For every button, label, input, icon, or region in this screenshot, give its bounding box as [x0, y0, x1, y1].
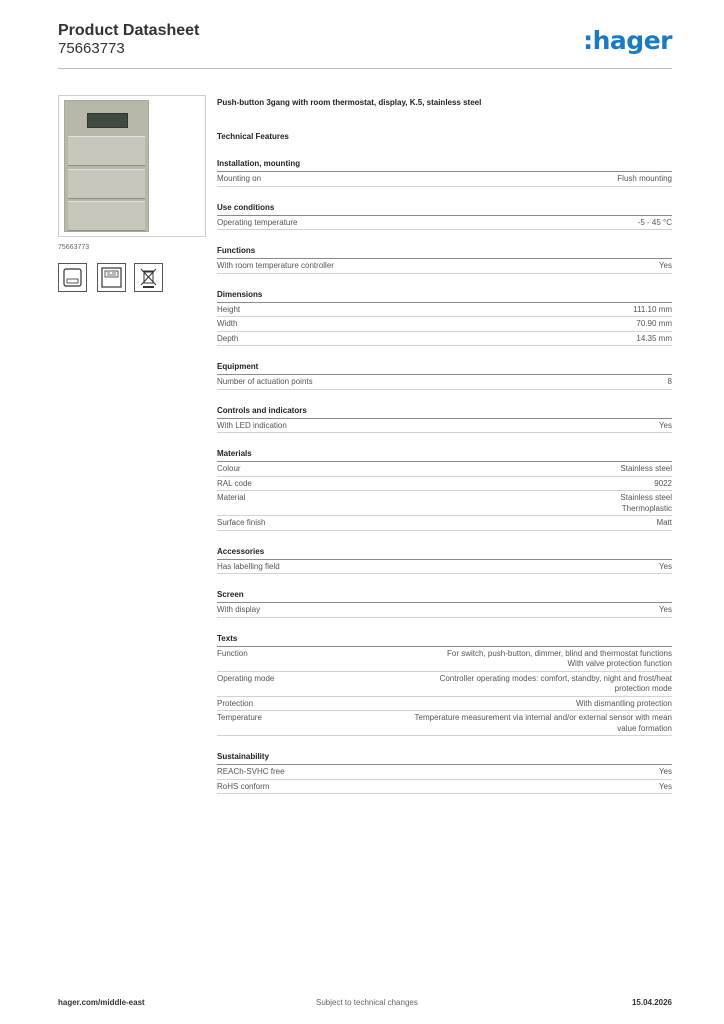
spec-row — [217, 419, 672, 434]
spec-value: 14.35 mm — [636, 333, 672, 343]
spec-value: Yes — [658, 420, 672, 430]
spec-value: Matt — [656, 518, 672, 527]
product-image — [58, 95, 206, 237]
spec-label: Mounting on — [217, 174, 262, 183]
footer-date: 15.04.2026 — [631, 998, 672, 1007]
spec-row — [217, 672, 672, 697]
spec-label: Function — [217, 648, 248, 658]
footer-note: Subject to technical changes — [316, 998, 418, 1007]
spec-label: Width — [217, 319, 238, 328]
spec-label: RoHS conform — [217, 781, 270, 791]
spec-section — [217, 751, 672, 794]
spec-section — [217, 405, 672, 434]
product-title: Push-button 3gang with room thermostat, display, K.5, stainless steel — [217, 98, 482, 107]
spec-row — [217, 332, 672, 347]
spec-row — [217, 603, 672, 618]
spec-row — [217, 711, 672, 736]
image-caption: 75663773 — [58, 244, 90, 251]
spec-value: Yes — [658, 767, 672, 776]
switch-rocker — [68, 201, 145, 231]
spec-row — [217, 172, 672, 187]
spec-value: Yes — [658, 261, 672, 270]
spec-label: Protection — [217, 698, 254, 708]
spec-value: Yes — [658, 561, 672, 571]
section-title: Functions — [217, 245, 672, 259]
spec-label: Operating temperature — [217, 217, 298, 227]
spec-value: Flush mounting — [617, 174, 672, 183]
header-divider — [58, 68, 672, 69]
spec-value: For switch, push-button, dimmer, blind and thermostat functions With valve protection function — [447, 648, 672, 668]
spec-label: RAL code — [217, 478, 252, 488]
spec-row — [217, 516, 672, 531]
display-symbol-icon — [97, 263, 126, 292]
spec-value: 8 — [667, 377, 672, 386]
spec-value: Yes — [658, 605, 672, 614]
spec-value: 9022 — [654, 478, 672, 488]
device-symbol-icon — [58, 263, 87, 292]
spec-row — [217, 462, 672, 477]
section-title: Screen — [217, 589, 672, 603]
switch-rocker — [68, 169, 145, 199]
spec-value: 70.90 mm — [636, 319, 672, 328]
spec-label: With LED indication — [217, 420, 287, 430]
spec-section — [217, 633, 672, 737]
spec-section — [217, 245, 672, 274]
section-title: Texts — [217, 633, 672, 647]
spec-label: Material — [217, 493, 246, 502]
spec-label: With room temperature controller — [217, 261, 334, 270]
spec-label: Has labelling field — [217, 561, 280, 571]
spec-row — [217, 317, 672, 332]
section-title: Dimensions — [217, 289, 672, 303]
switch-illustration — [64, 100, 149, 232]
spec-value: Yes — [658, 781, 672, 791]
spec-row — [217, 259, 672, 274]
spec-value: -5 - 45 °C — [637, 217, 672, 227]
spec-label: Number of actuation points — [217, 377, 313, 386]
spec-row — [217, 765, 672, 780]
spec-label: Colour — [217, 464, 241, 473]
hager-logo: :hager — [583, 26, 672, 55]
spec-row — [217, 647, 672, 672]
spec-row — [217, 375, 672, 390]
spec-label: Operating mode — [217, 673, 275, 683]
spec-section — [217, 546, 672, 575]
spec-label: Depth — [217, 333, 239, 343]
spec-value: Temperature measurement via internal and/or external sensor with mean value formation — [414, 713, 672, 733]
spec-value: Stainless steel — [620, 464, 672, 473]
section-title: Equipment — [217, 361, 672, 375]
spec-row — [217, 477, 672, 492]
section-title: Controls and indicators — [217, 405, 672, 419]
switch-display — [87, 113, 128, 128]
spec-row — [217, 780, 672, 795]
section-title: Materials — [217, 448, 672, 462]
spec-label: Temperature — [217, 713, 262, 722]
spec-label: Height — [217, 304, 241, 314]
spec-value: 111.10 mm — [633, 304, 672, 314]
technical-features — [217, 97, 672, 794]
spec-label: Surface finish — [217, 518, 266, 527]
spec-label: REACh-SVHC free — [217, 767, 285, 776]
spec-row — [217, 216, 672, 231]
section-title: Installation, mounting — [217, 158, 672, 172]
spec-row — [217, 303, 672, 318]
spec-section — [217, 448, 672, 531]
feature-sections — [217, 158, 672, 794]
section-title: Use conditions — [217, 202, 672, 216]
spec-value: Controller operating modes: comfort, standby, night and frost/heat protection mode — [439, 673, 672, 693]
section-title: Accessories — [217, 546, 672, 560]
spec-row — [217, 560, 672, 575]
switch-rocker — [68, 136, 145, 166]
footer-url[interactable]: hager.com/middle-east — [58, 998, 145, 1007]
spec-section — [217, 589, 672, 618]
document-title: Product Datasheet — [58, 22, 200, 39]
spec-section — [217, 202, 672, 231]
spec-value: Stainless steel Thermoplastic — [620, 493, 672, 513]
technical-features-heading: Technical Features — [217, 132, 289, 141]
spec-label: With display — [217, 605, 261, 614]
spec-row — [217, 697, 672, 712]
spec-section — [217, 158, 672, 187]
spec-row — [217, 491, 672, 516]
document-number: 75663773 — [58, 40, 125, 57]
spec-section — [217, 289, 672, 347]
spec-section — [217, 361, 672, 390]
weee-crossed-bin-icon — [134, 263, 163, 292]
spec-value: With dismantling protection — [575, 698, 672, 708]
section-title: Sustainability — [217, 751, 672, 765]
